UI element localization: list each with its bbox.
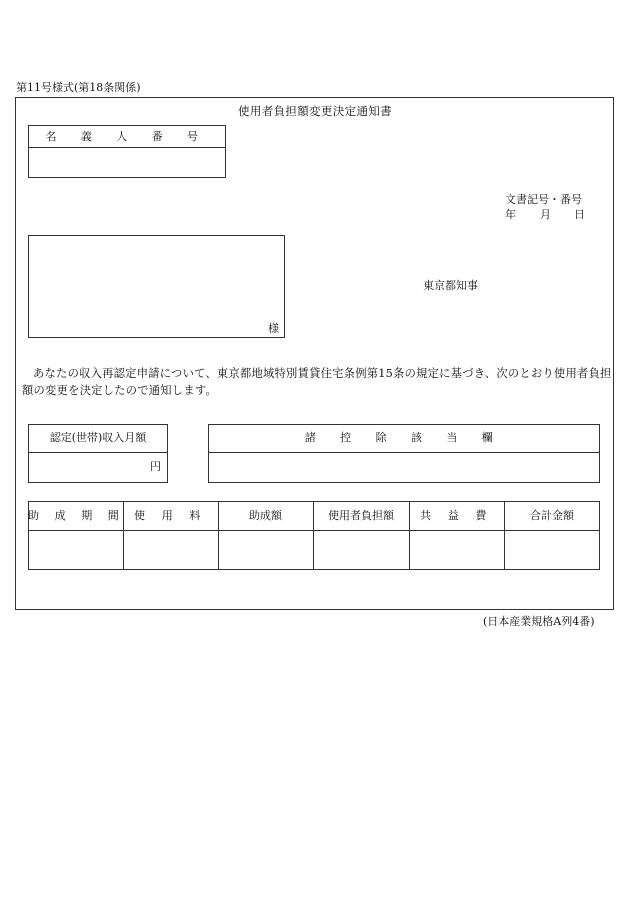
col-header-usage-fee: 使 用 料 xyxy=(134,509,207,522)
issuer-name: 東京都知事 xyxy=(423,279,478,292)
col-header-total: 合計金額 xyxy=(530,509,574,522)
date-month-label: 月 xyxy=(540,208,551,221)
addressee-box xyxy=(28,235,285,338)
col-header-common-fee: 共 益 費 xyxy=(420,509,493,522)
date-day-label: 日 xyxy=(574,208,585,221)
col-header-user-burden: 使用者負担額 xyxy=(328,509,394,522)
deductions-divider xyxy=(208,452,600,453)
income-label: 認定(世帯)収入月額 xyxy=(49,431,147,444)
date-year-label: 年 xyxy=(505,208,516,221)
col-header-subsidy-amount: 助成額 xyxy=(249,509,282,522)
document-title: 使用者負担額変更決定通知書 xyxy=(238,104,392,118)
paper-size-note: (日本産業規格A列4番) xyxy=(483,615,595,628)
income-unit: 円 xyxy=(150,460,161,473)
col-header-subsidy-period: 助 成 期 間 xyxy=(28,509,125,522)
deductions-label: 諸 控 除 該 当 欄 xyxy=(304,431,504,444)
document-number-label: 文書記号・番号 xyxy=(505,193,582,206)
addressee-honorific: 様 xyxy=(268,322,279,335)
body-paragraph: あなたの収入再認定申請について、東京都地域特別賃貸住宅条例第15条の規定に基づき、次のとおり使用者負担額の変更を決定したので通知します。 xyxy=(22,367,612,397)
form-header: 第11号様式(第18条関係) xyxy=(16,81,141,94)
nominee-number-label: 名 義 人 番 号 xyxy=(45,130,209,143)
nominee-divider xyxy=(28,147,226,148)
income-divider xyxy=(28,452,168,453)
detail-table-header-divider xyxy=(28,530,600,531)
